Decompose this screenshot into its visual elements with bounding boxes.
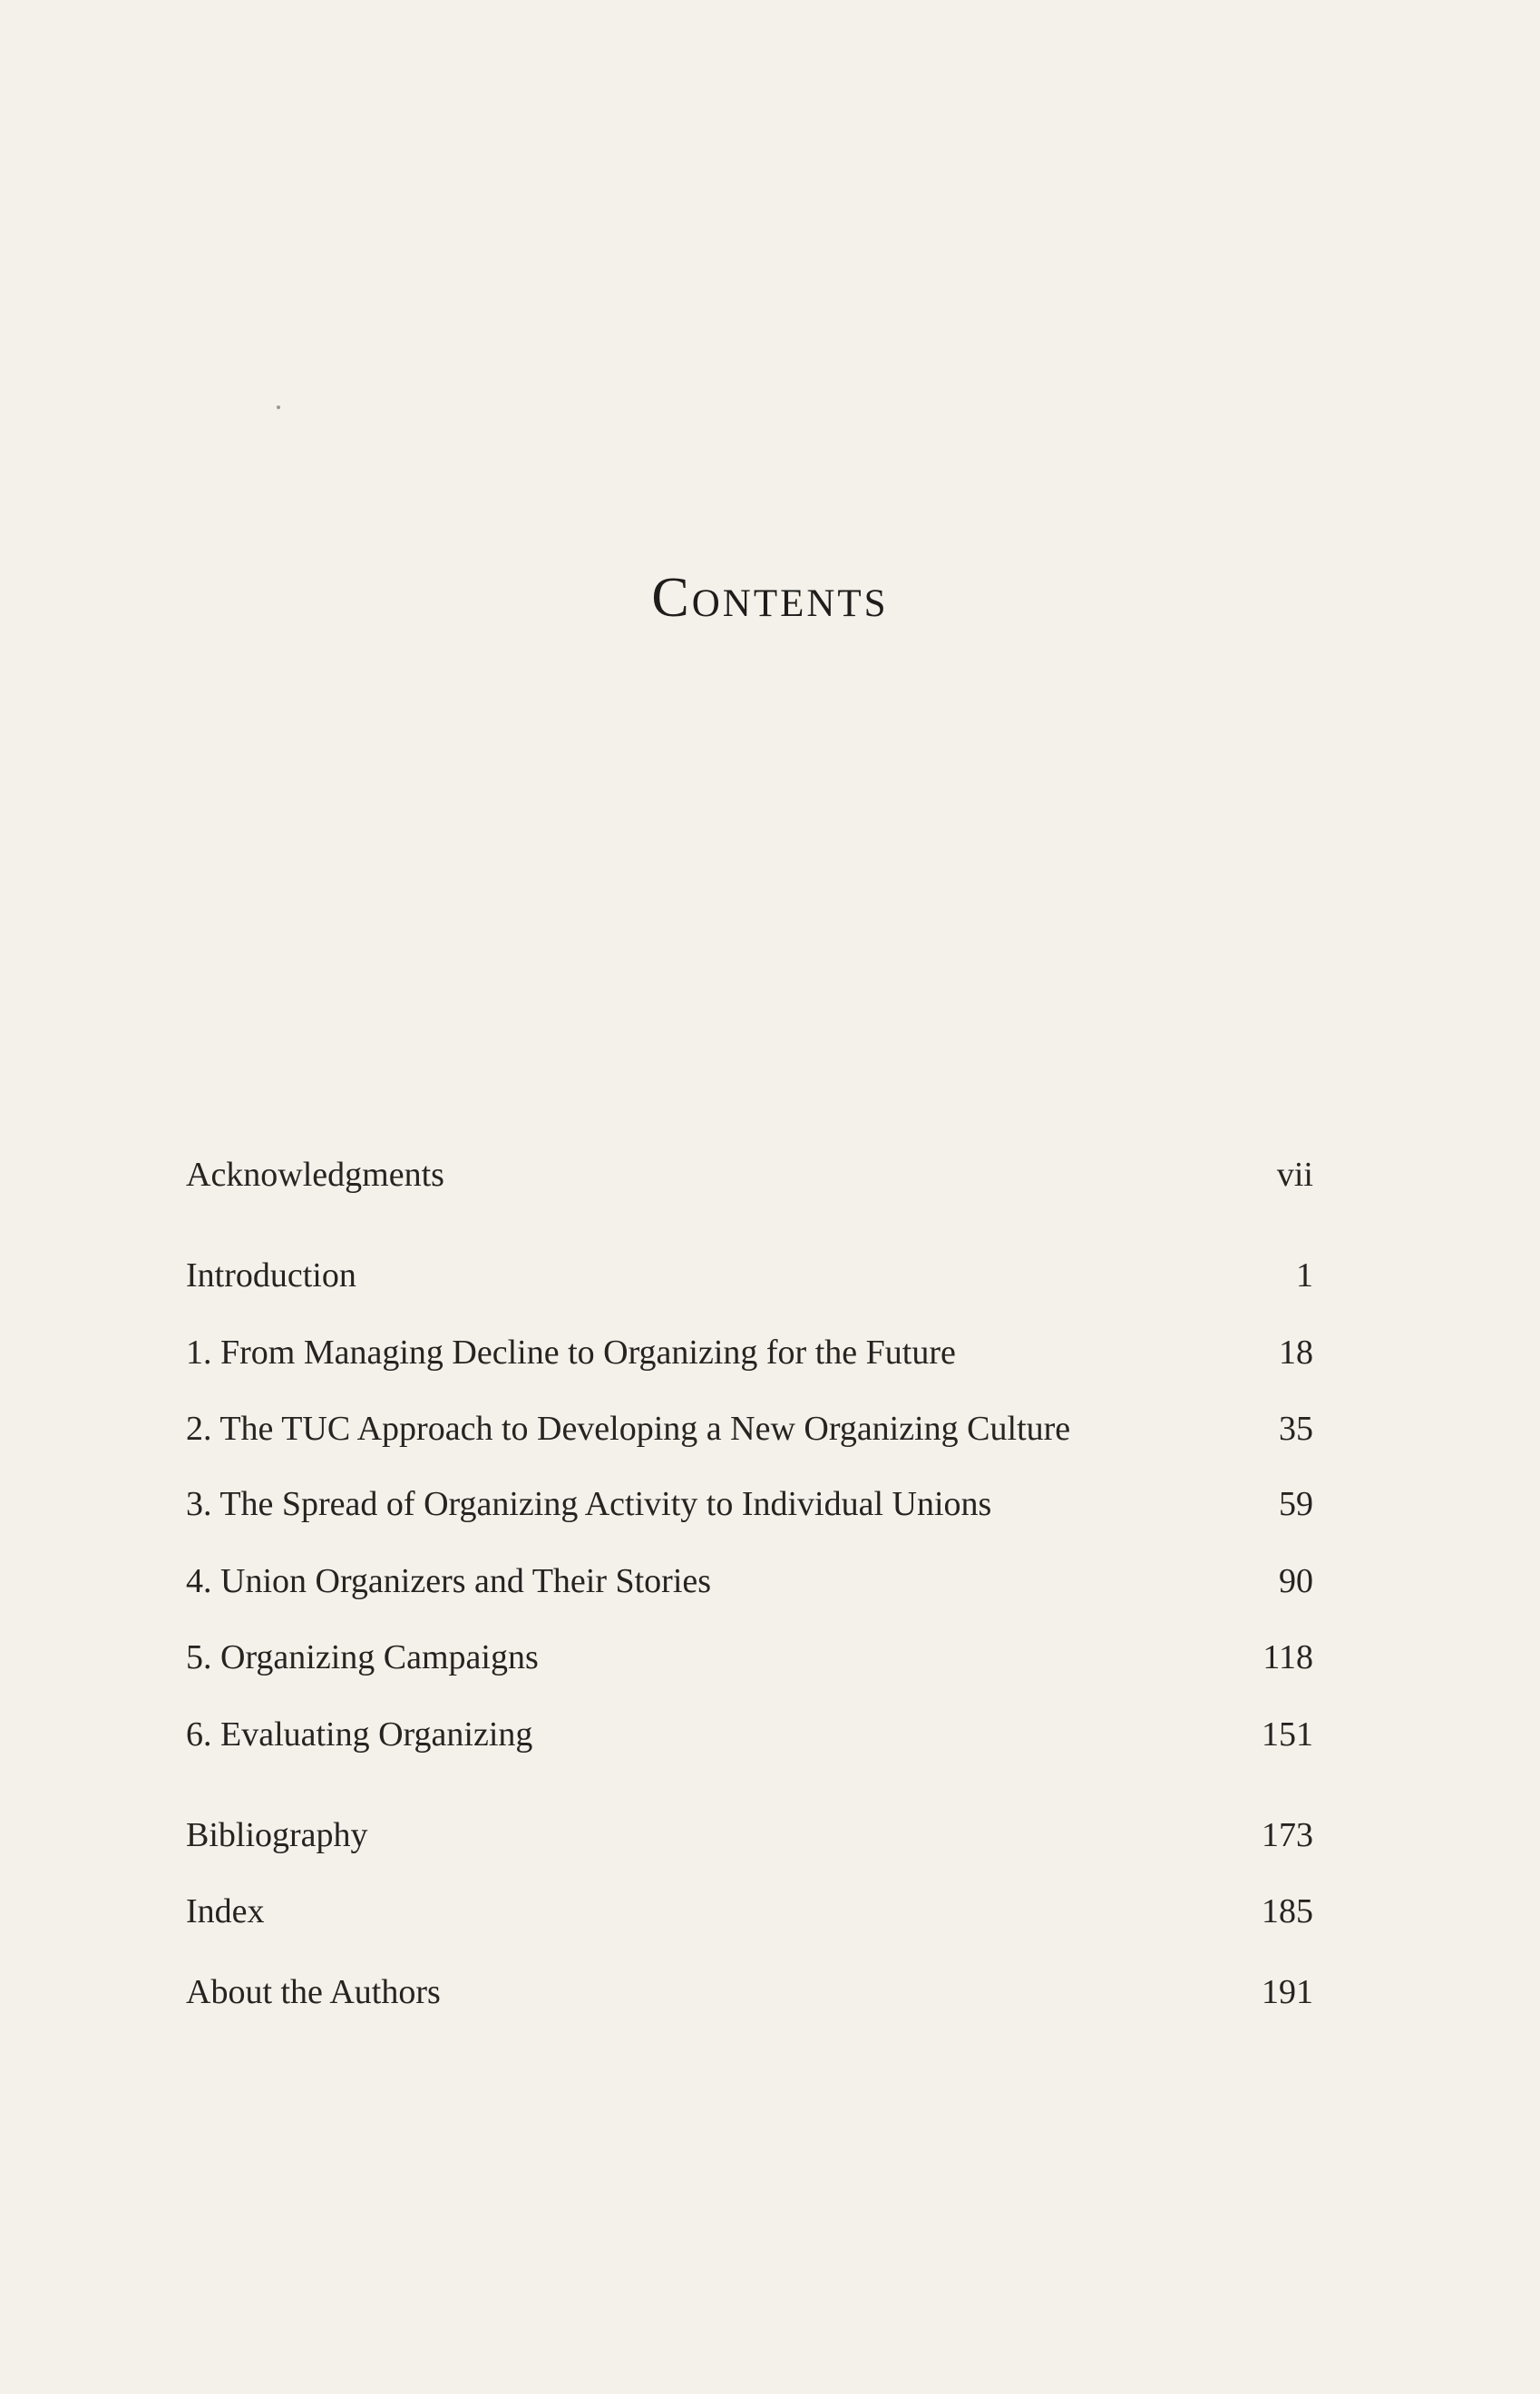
toc-entry-title: 2. The TUC Approach to Developing a New Organizing Culture	[186, 1410, 1071, 1448]
toc-entry-chapter-1	[186, 1335, 1313, 1370]
toc-entry-chapter-6	[186, 1717, 1313, 1752]
toc-entry-chapter-4	[186, 1564, 1313, 1598]
toc-entry-title: About the Authors	[186, 1973, 441, 2011]
toc-entry-about-the-authors	[186, 1975, 1313, 2009]
toc-entry-page: 173	[1262, 1816, 1313, 1854]
toc-entry-chapter-2	[186, 1412, 1313, 1446]
toc-entry-page: 1	[1296, 1256, 1313, 1295]
toc-entry-chapter-5	[186, 1640, 1313, 1675]
toc-entry-title: 5. Organizing Campaigns	[186, 1638, 539, 1676]
toc-entry-page: 151	[1262, 1715, 1313, 1754]
toc-entry-page: 185	[1262, 1892, 1313, 1930]
toc-entry-title: 4. Union Organizers and Their Stories	[186, 1562, 712, 1600]
toc-entry-title: 1. From Managing Decline to Organizing for the Future	[186, 1334, 956, 1372]
toc-entry-page: 191	[1262, 1973, 1313, 2011]
toc-entry-title: Introduction	[186, 1256, 356, 1295]
toc-entry-page: 118	[1262, 1638, 1313, 1676]
toc-entry-title: 3. The Spread of Organizing Activity to Individual Unions	[186, 1485, 992, 1523]
toc-entry-title: Acknowledgments	[186, 1156, 444, 1194]
toc-entry-page: 18	[1279, 1334, 1313, 1372]
toc-entry-introduction	[186, 1258, 1313, 1293]
toc-entry-title: Index	[186, 1892, 265, 1930]
toc-entry-chapter-3	[186, 1487, 1313, 1521]
toc-entry-bibliography	[186, 1818, 1313, 1852]
toc-entry-title: Bibliography	[186, 1816, 368, 1854]
contents-heading: Contents	[651, 567, 889, 629]
toc-entry-page: 59	[1279, 1485, 1313, 1523]
paper-speck	[277, 406, 280, 409]
toc-entry-page: vii	[1276, 1156, 1313, 1194]
toc-entry-title: 6. Evaluating Organizing	[186, 1715, 533, 1754]
toc-entry-page: 35	[1279, 1410, 1313, 1448]
toc-entry-acknowledgments	[186, 1158, 1313, 1192]
toc-entry-page: 90	[1279, 1562, 1313, 1600]
toc-entry-index	[186, 1894, 1313, 1929]
